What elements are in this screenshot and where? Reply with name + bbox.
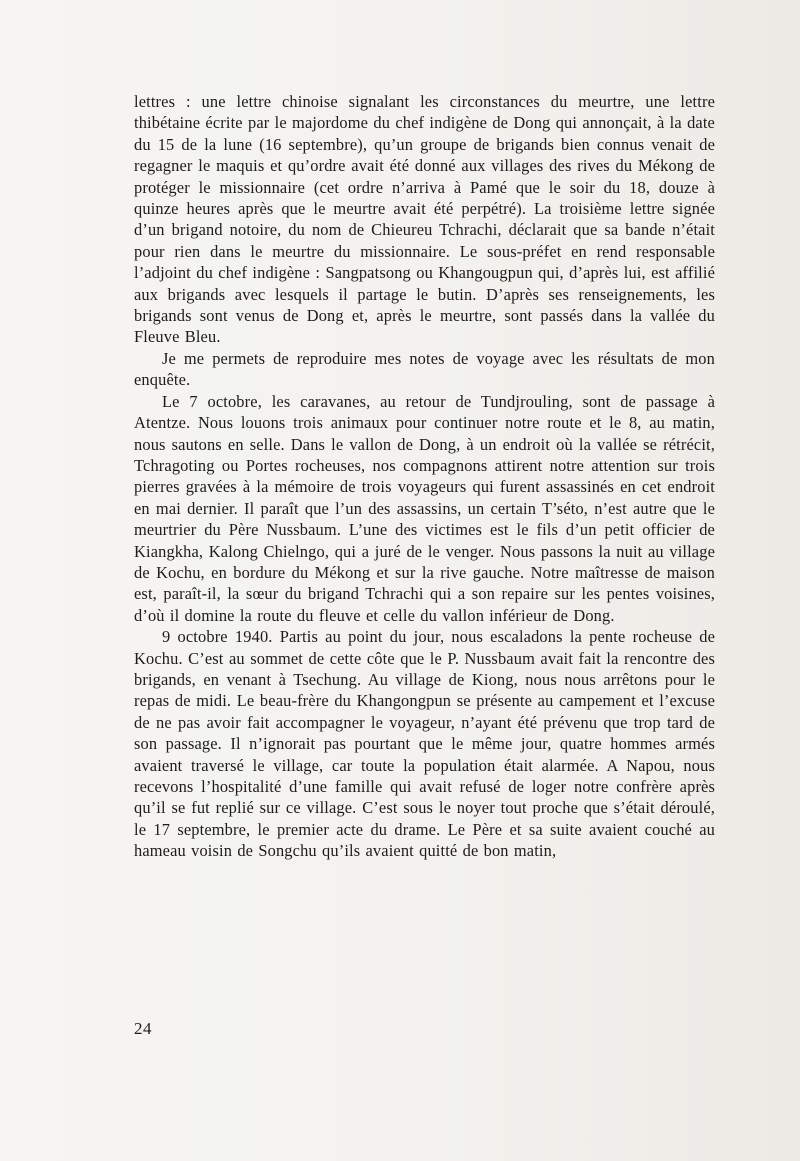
paragraph-continued: lettres : une lettre chinoise signalant les circonstances du meurtre, une lettre thibétaine écrite par le majordome du chef indigène de Dong qui annonçait, à la date du 15 de la lune (16 septembre), qu’un groupe de brigands bien connus venait de regagner le maquis et qu’ordre avait été donné aux villages des rives du Mékong de protéger le missionnaire (cet ordre n’arriva à Pamé que le soir du 18, douze à quinze heures après que le meurtre avait été perpétré). La troisième lettre signée d’un brigand notoire, du nom de Chieureu Tchrachi, déclarait que sa bande n’était pour rien dans le meurtre du missionnaire. Le sous-préfet en rend responsable l’adjoint du chef indigène : Sangpatsong ou Khangougpun qui, d’après lui, est affilié aux brigands avec lesquels il partage le butin. D’après ses renseignements, les brigands sont venus de Dong et, après le meurtre, sont passés dans la vallée du Fleuve Bleu. [134,92,715,347]
paragraph-october-7: Le 7 octobre, les caravanes, au retour de Tundjrouling, sont de passage à Atentze. Nous louons trois animaux pour continuer notre route et le 8, au matin, nous sautons en selle. Dans le vallon de Dong, à un endroit où la vallée se rétrécit, Tchragoting ou Portes rocheuses, nos compagnons attirent notre attention sur trois pierres gravées à la mémoire de trois voyageurs qui furent assassinés en cet endroit en mai dernier. Il paraît que l’un des assassins, un certain T’séto, n’est autre que le meurtrier du Père Nussbaum. L’une des victimes est le fils d’un petit officier de Kiangkha, Kalong Chielngo, qui a juré de le venger. Nous passons la nuit au village de Kochu, en bordure du Mékong et sur la rive gauche. Notre maîtresse de maison est, paraît-il, la sœur du brigand Tchrachi qui a son repaire sur les pentes voisines, d’où il domine la route du fleuve et celle du vallon inférieur de Dong. [134,391,715,625]
paragraph-october-9: 9 octobre 1940. Partis au point du jour, nous escaladons la pente rocheuse de Kochu. C’est au sommet de cette côte que le P. Nussbaum avait fait la rencontre des brigands, en venant à Tsechung. Au village de Kiong, nous nous arrêtons pour le repas de midi. Le beau-frère du Khangongpun se présente au campement et l’excuse de ne pas avoir fait accompagner le voyageur, n’ayant été prévenu que trop tard de son passage. Il n’ignorait pas pourtant que le même jour, quatre hommes armés avaient traversé le village, car toute la population était alarmée. A Napou, nous recevons l’hospitalité d’une famille qui avait refusé de loger notre confrère après qu’il se fut replié sur ce village. C’est sous le noyer tout proche que s’était déroulé, le 17 septembre, le premier acte du drame. Le Père et sa suite avaient couché au hameau voisin de Songchu qu’ils avaient quitté de bon matin, [134,627,715,861]
body-text [134,91,715,862]
paragraph-notes-intro: Je me permets de reproduire mes notes de voyage avec les résultats de mon enquête. [134,348,715,390]
page-number: 24 [134,1019,152,1038]
